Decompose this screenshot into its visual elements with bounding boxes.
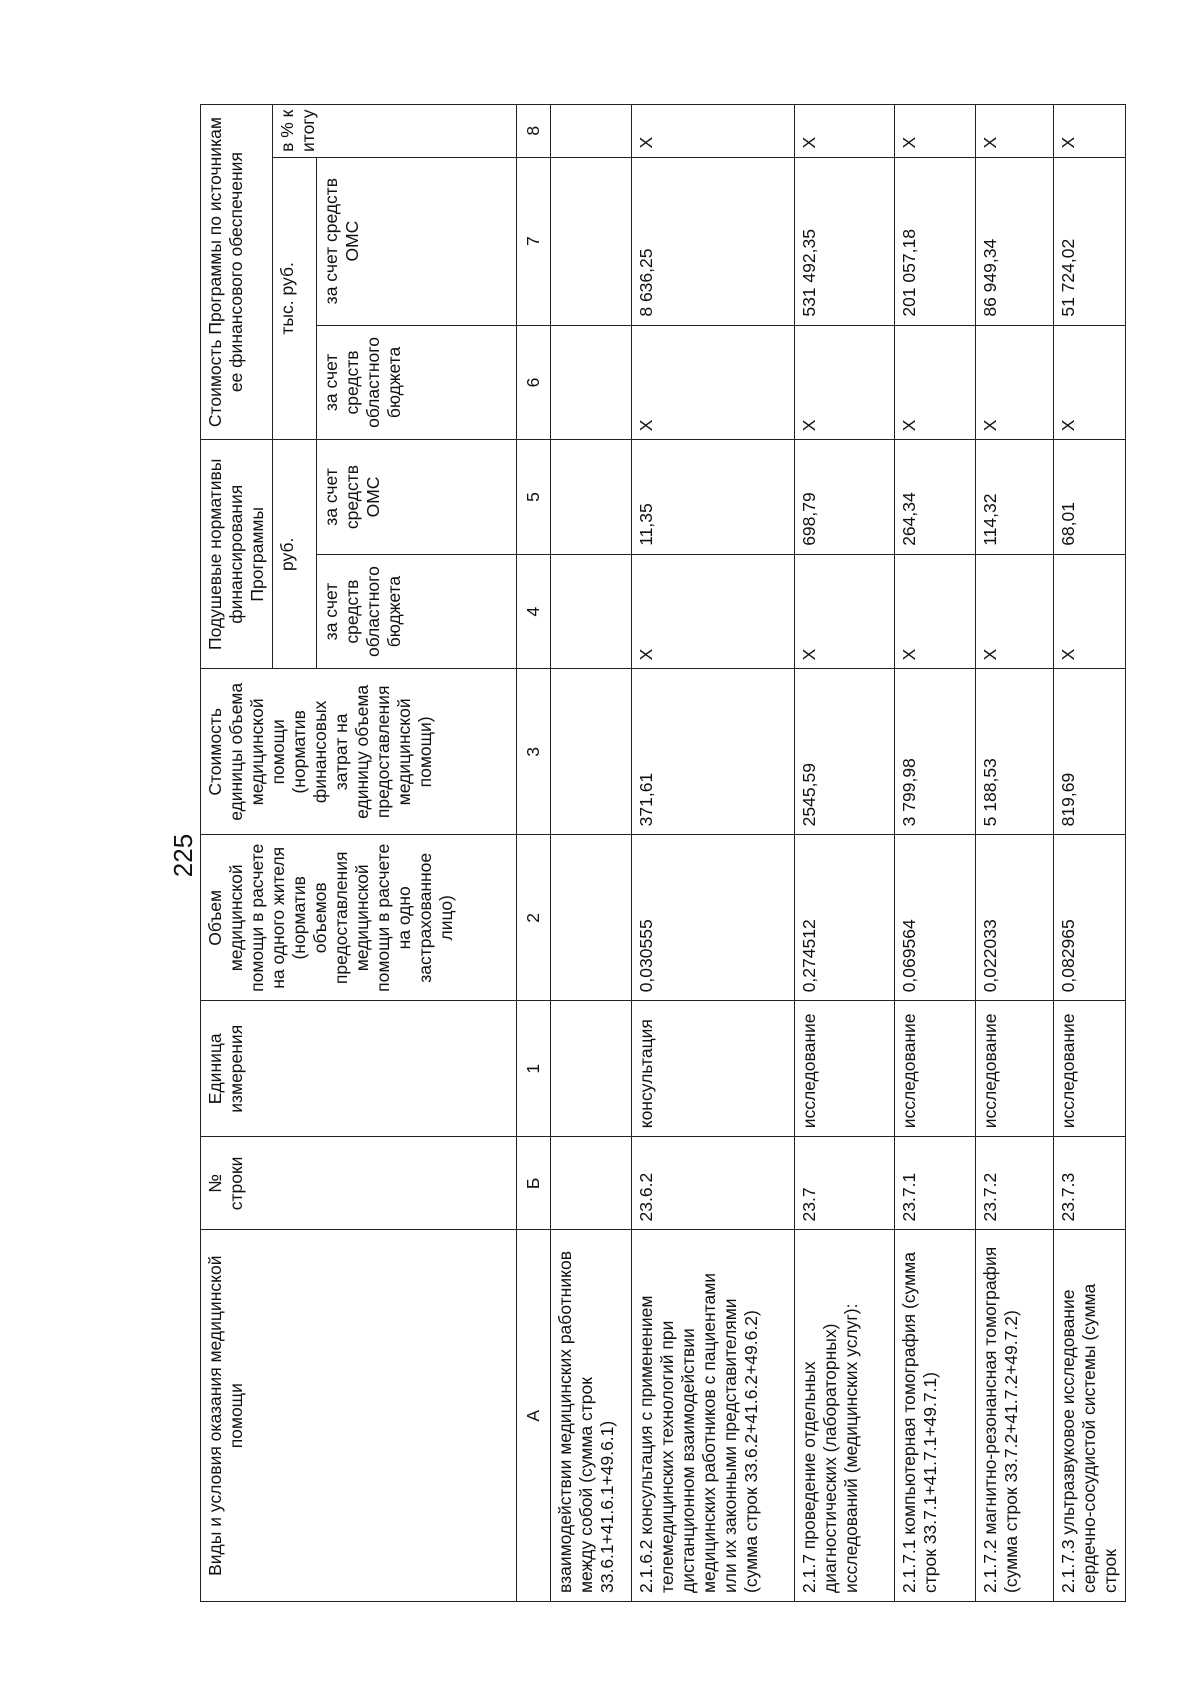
row-line: 23.6.2 xyxy=(632,1137,795,1230)
table-row xyxy=(632,105,795,1602)
row-norm-budget: Х xyxy=(1054,554,1126,669)
row-name: 2.1.7.1 компьютерная томография (сумма строк 33.7.1+41.7.1+49.7.1) xyxy=(895,1230,976,1602)
row-percent: Х xyxy=(976,105,1054,158)
row-cost-oms: 201 057,18 xyxy=(895,157,976,325)
row-line: 23.7.2 xyxy=(976,1137,1054,1230)
row-cost: 819,69 xyxy=(1054,669,1126,835)
column-number: 3 xyxy=(517,669,551,835)
header-percent: в % к итогу xyxy=(273,105,517,158)
row-line: 23.7.3 xyxy=(1054,1137,1126,1230)
row-norm-budget: Х xyxy=(976,554,1054,669)
row-line: 23.7 xyxy=(795,1137,895,1230)
row-line: 23.7.1 xyxy=(895,1137,976,1230)
row-unit: исследование xyxy=(895,1001,976,1137)
row-norm-oms: 698,79 xyxy=(795,440,895,555)
rotated-table-container xyxy=(200,104,1120,1602)
header-cost-budget: за счет средств областного бюджета xyxy=(317,325,517,440)
row-line xyxy=(551,1137,632,1230)
row-cost-budget xyxy=(551,325,632,440)
header-cost-oms: за счет средств ОМС xyxy=(317,157,517,325)
row-cost-budget: Х xyxy=(976,325,1054,440)
row-volume: 0,274512 xyxy=(795,835,895,1001)
row-percent: Х xyxy=(1054,105,1126,158)
row-cost-oms: 86 949,34 xyxy=(976,157,1054,325)
row-norm-budget: Х xyxy=(895,554,976,669)
column-number: 6 xyxy=(517,325,551,440)
header-volume: Объем медицинской помощи в расчете на одного жителя (норматив объемов предоставления медицинской помощи в расчете на одно застрахованное лицо) xyxy=(201,835,517,1001)
column-number: Б xyxy=(517,1137,551,1230)
row-name: 2.1.7 проведение отдельных диагностических (лабораторных) исследований (медицинских услуг): xyxy=(795,1230,895,1602)
row-norm-budget: Х xyxy=(795,554,895,669)
row-unit: исследование xyxy=(976,1001,1054,1137)
header-unit-rub: руб. xyxy=(273,440,317,669)
header-norm-budget: за счет средств областного бюджета xyxy=(317,554,517,669)
row-norm-oms: 11,35 xyxy=(632,440,795,555)
row-unit: исследование xyxy=(795,1001,895,1137)
row-norm-oms: 264,34 xyxy=(895,440,976,555)
header-unit-thousand-rub: тыс. руб. xyxy=(273,157,317,440)
row-cost: 2545,59 xyxy=(795,669,895,835)
header-per-capita-norms: Подушевые нормативы финансирования Программы xyxy=(201,440,273,669)
row-volume xyxy=(551,835,632,1001)
column-number-row xyxy=(517,105,551,1602)
row-cost-budget: Х xyxy=(795,325,895,440)
header-program-cost: Стоимость Программы по источникам ее финансового обеспечения xyxy=(201,105,273,440)
header-unit: Единица измерения xyxy=(201,1001,517,1137)
column-number: 7 xyxy=(517,157,551,325)
row-percent xyxy=(551,105,632,158)
column-number: 2 xyxy=(517,835,551,1001)
row-volume: 0,030555 xyxy=(632,835,795,1001)
table-row xyxy=(1054,105,1126,1602)
row-cost: 371,61 xyxy=(632,669,795,835)
header-type-of-care: Виды и условия оказания медицинской помощи xyxy=(201,1230,517,1602)
column-number: 4 xyxy=(517,554,551,669)
header-norm-oms: за счет средств ОМС xyxy=(317,440,517,555)
column-number: 1 xyxy=(517,1001,551,1137)
row-volume: 0,082965 xyxy=(1054,835,1126,1001)
financing-table xyxy=(200,104,1126,1602)
row-norm-oms: 114,32 xyxy=(976,440,1054,555)
column-number: 5 xyxy=(517,440,551,555)
row-volume: 0,022033 xyxy=(976,835,1054,1001)
row-cost-oms: 531 492,35 xyxy=(795,157,895,325)
table-row xyxy=(551,105,632,1602)
row-unit: консультация xyxy=(632,1001,795,1137)
row-name: 2.1.6.2 консультация с применением телемедицинских технологий при дистанционном взаимодействии медицинских работников с пациентами или их законными представителями (сумма строк 33.6.2+41.6.2+49.6.2) xyxy=(632,1230,795,1602)
row-name: взаимодействии медицинских работников между собой (сумма строк 33.6.1+41.6.1+49.6.1) xyxy=(551,1230,632,1602)
column-number: А xyxy=(517,1230,551,1602)
page-number: 225 xyxy=(168,833,199,878)
row-name: 2.1.7.2 магнитно-резонансная томография (сумма строк 33.7.2+41.7.2+49.7.2) xyxy=(976,1230,1054,1602)
row-cost-budget: Х xyxy=(1054,325,1126,440)
row-percent: Х xyxy=(795,105,895,158)
row-cost-oms: 51 724,02 xyxy=(1054,157,1126,325)
row-unit: исследование xyxy=(1054,1001,1126,1137)
table-row xyxy=(976,105,1054,1602)
row-norm-budget xyxy=(551,554,632,669)
row-unit xyxy=(551,1001,632,1137)
header-unit-cost: Стоимость единицы объема медицинской помощи (норматив финансовых затрат на единицу объема предоставления медицинской помощи) xyxy=(201,669,517,835)
table-row xyxy=(895,105,976,1602)
row-norm-oms xyxy=(551,440,632,555)
row-percent: Х xyxy=(895,105,976,158)
header-line-number: № строки xyxy=(201,1137,517,1230)
row-cost-oms: 8 636,25 xyxy=(632,157,795,325)
row-cost-budget: Х xyxy=(895,325,976,440)
row-name: 2.1.7.3 ультразвуковое исследование сердечно-сосудистой системы (сумма строк xyxy=(1054,1230,1126,1602)
row-norm-budget: Х xyxy=(632,554,795,669)
row-percent: Х xyxy=(632,105,795,158)
row-cost: 3 799,98 xyxy=(895,669,976,835)
row-cost-oms xyxy=(551,157,632,325)
row-volume: 0,069564 xyxy=(895,835,976,1001)
row-cost xyxy=(551,669,632,835)
row-cost-budget: Х xyxy=(632,325,795,440)
column-number: 8 xyxy=(517,105,551,158)
row-norm-oms: 68,01 xyxy=(1054,440,1126,555)
row-cost: 5 188,53 xyxy=(976,669,1054,835)
table-row xyxy=(795,105,895,1602)
